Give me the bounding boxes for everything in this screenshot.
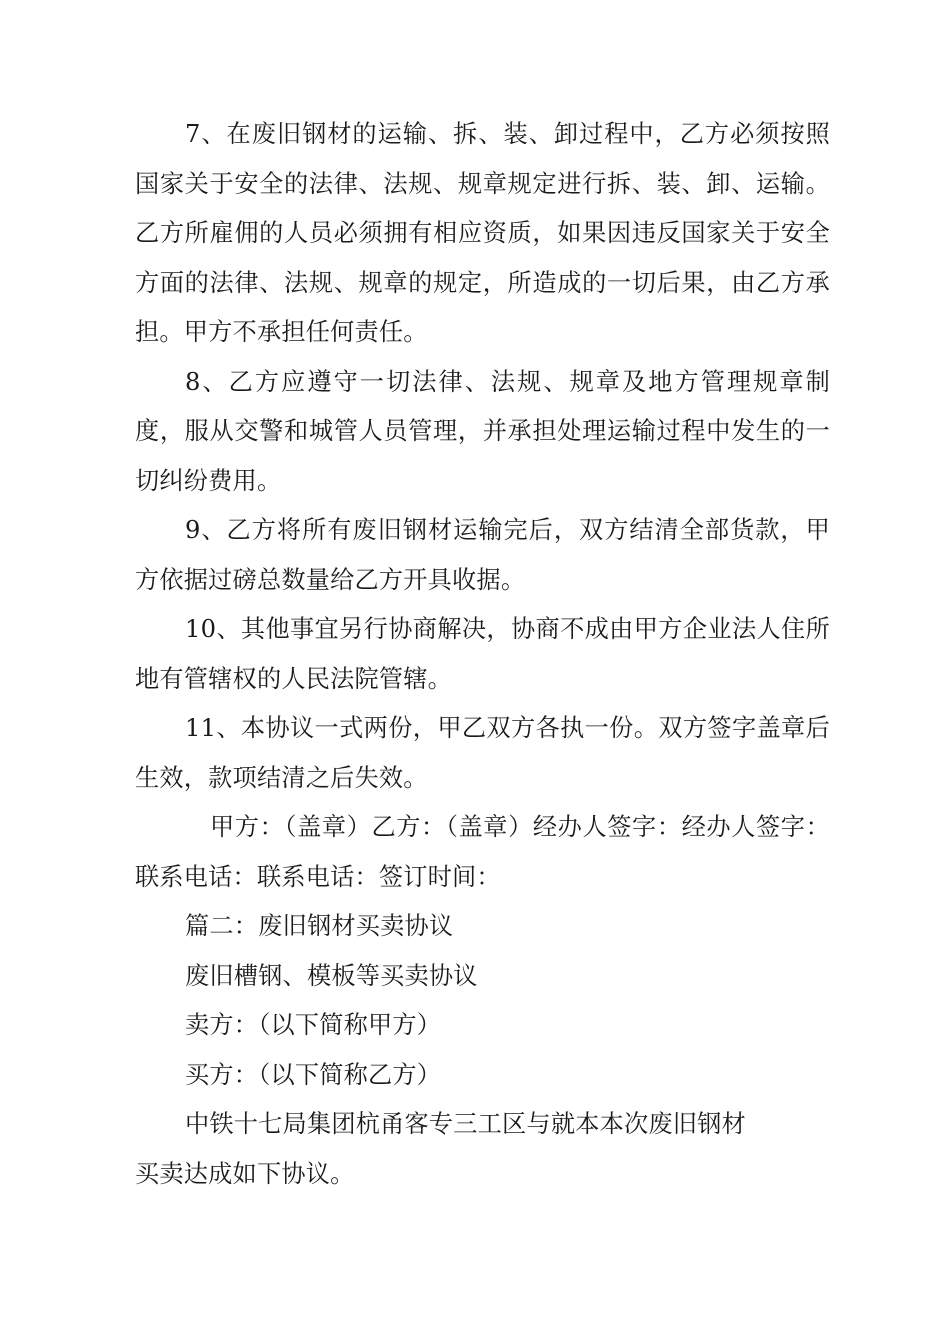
clause-9: 9、乙方将所有废旧钢材运输完后，双方结清全部货款，甲方依据过磅总数量给乙方开具收据。 <box>135 516 830 594</box>
signature-block: 甲方：（盖章）乙方：（盖章）经办人签字：经办人签字：联系电话：联系电话：签订时间： <box>135 813 830 891</box>
agreement-subheading: 废旧槽钢、模板等买卖协议 <box>185 961 478 990</box>
clause-10: 10、其他事宜另行协商解决，协商不成由甲方企业法人住所地有管辖权的人民法院管辖。 <box>135 615 830 693</box>
clause-8: 8、乙方应遵守一切法律、法规、规章及地方管理规章制度，服从交警和城管人员管理，并承担处理运输过程中发生的一切纠纷费用。 <box>135 367 830 495</box>
seller-line: 卖方：（以下简称甲方） <box>185 1011 442 1039</box>
document-body <box>135 110 830 1199</box>
clause-7: 7、在废旧钢材的运输、拆、装、卸过程中，乙方必须按照国家关于安全的法律、法规、规章规定进行拆、装、卸、运输。乙方所雇佣的人员必须拥有相应资质，如果因违反国家关于安全方面的法律、法规、规章的规定，所造成的一切后果，由乙方承担。甲方不承担任何责任。 <box>135 120 830 346</box>
part-two-heading: 篇二：废旧钢材买卖协议 <box>185 912 454 940</box>
closing-line-2: 买卖达成如下协议。 <box>135 1159 355 1188</box>
clause-11: 11、本协议一式两份，甲乙双方各执一份。双方签字盖章后生效，款项结清之后失效。 <box>135 714 830 792</box>
buyer-line: 买方：（以下简称乙方） <box>185 1060 442 1089</box>
closing-line-1: 中铁十七局集团杭甬客专三工区与就本本次废旧钢材 <box>185 1110 746 1138</box>
